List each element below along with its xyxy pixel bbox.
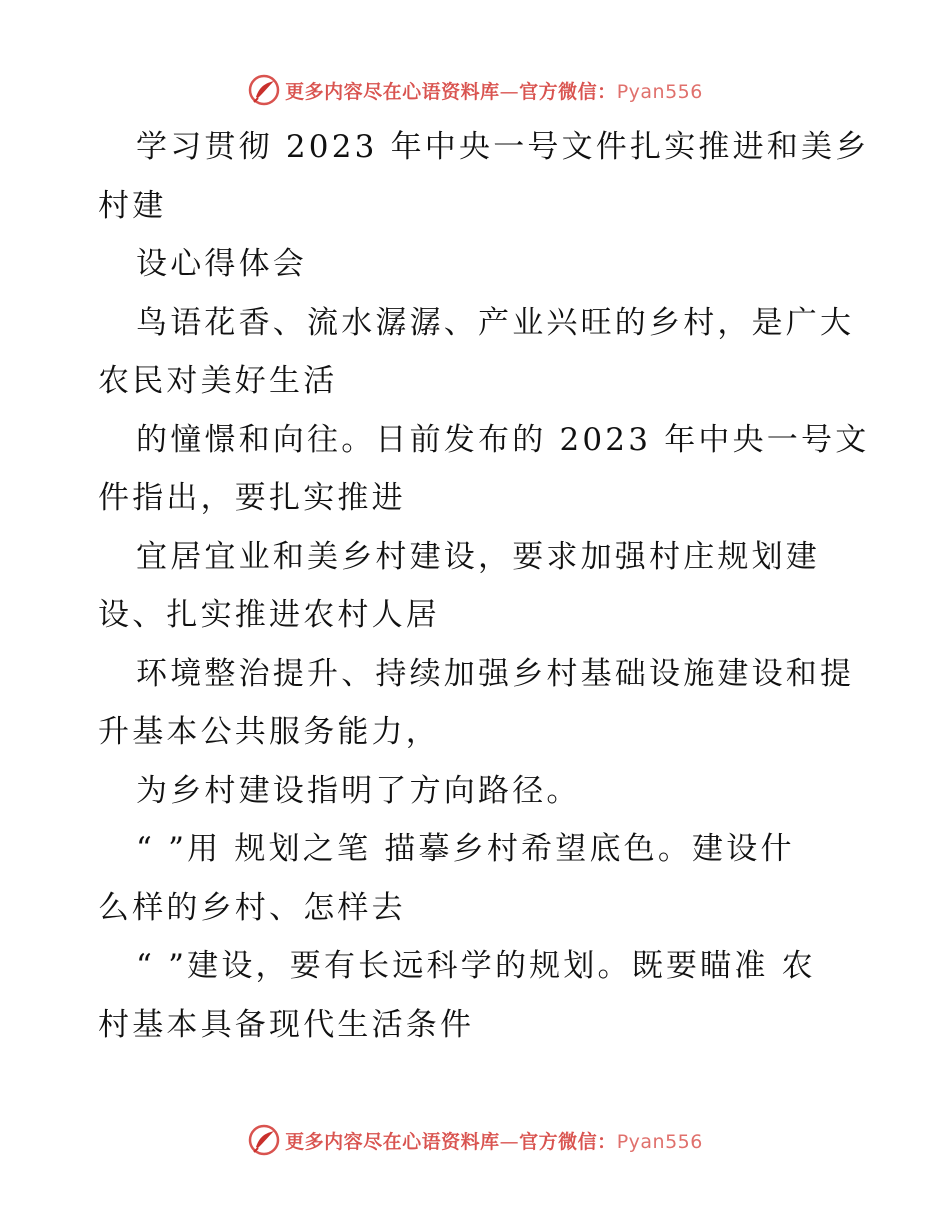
doc-line-2: 村建 — [98, 187, 167, 224]
doc-line-15: “ ”建设，要有长远科学的规划。既要瞄准 农 — [136, 948, 816, 984]
brand-logo-icon — [247, 1123, 281, 1157]
doc-line-6: 的憧憬和向往。日前发布的 2023 年中央一号文 — [136, 421, 870, 458]
doc-line-7: 件指出，要扎实推进 — [98, 480, 406, 516]
watermark-handle: Pyan556 — [616, 80, 703, 103]
header-watermark — [0, 70, 950, 110]
watermark-handle: Pyan556 — [616, 1130, 703, 1153]
footer-watermark — [0, 1120, 950, 1160]
brand-logo-icon — [247, 73, 281, 107]
doc-line-9: 设、扎实推进农村人居 — [98, 597, 440, 633]
doc-line-1: 学习贯彻 2023 年中央一号文件扎实推进和美乡 — [136, 129, 870, 165]
doc-line-12: 为乡村建设指明了方向路径。 — [136, 772, 581, 809]
watermark-text — [285, 1127, 703, 1154]
watermark-text — [285, 77, 703, 104]
doc-line-16: 村基本具备现代生活条件 — [98, 1006, 475, 1043]
watermark-dash: — — [499, 80, 520, 103]
watermark-main: 更多内容尽在心语资料库 — [285, 1130, 500, 1153]
watermark-wechat-label: 官方微信： — [519, 1130, 617, 1153]
watermark-wechat-label: 官方微信： — [519, 80, 617, 103]
doc-line-4: 鸟语花香、流水潺潺、产业兴旺的乡村，是广大 — [136, 304, 855, 341]
doc-line-8: 宜居宜业和美乡村建设，要求加强村庄规划建 — [136, 538, 820, 575]
watermark-dash: — — [499, 1130, 520, 1153]
doc-line-11: 升基本公共服务能力， — [98, 714, 440, 750]
doc-line-5: 农民对美好生活 — [98, 363, 338, 399]
doc-line-13: “ ”用 规划之笔 描摹乡村希望底色。建设什 — [136, 831, 795, 867]
document-body — [98, 118, 870, 1054]
doc-line-3: 设心得体会 — [136, 246, 307, 282]
doc-line-10: 环境整治提升、持续加强乡村基础设施建设和提 — [136, 655, 855, 692]
watermark-main: 更多内容尽在心语资料库 — [285, 80, 500, 103]
doc-line-14: 么样的乡村、怎样去 — [98, 889, 406, 926]
